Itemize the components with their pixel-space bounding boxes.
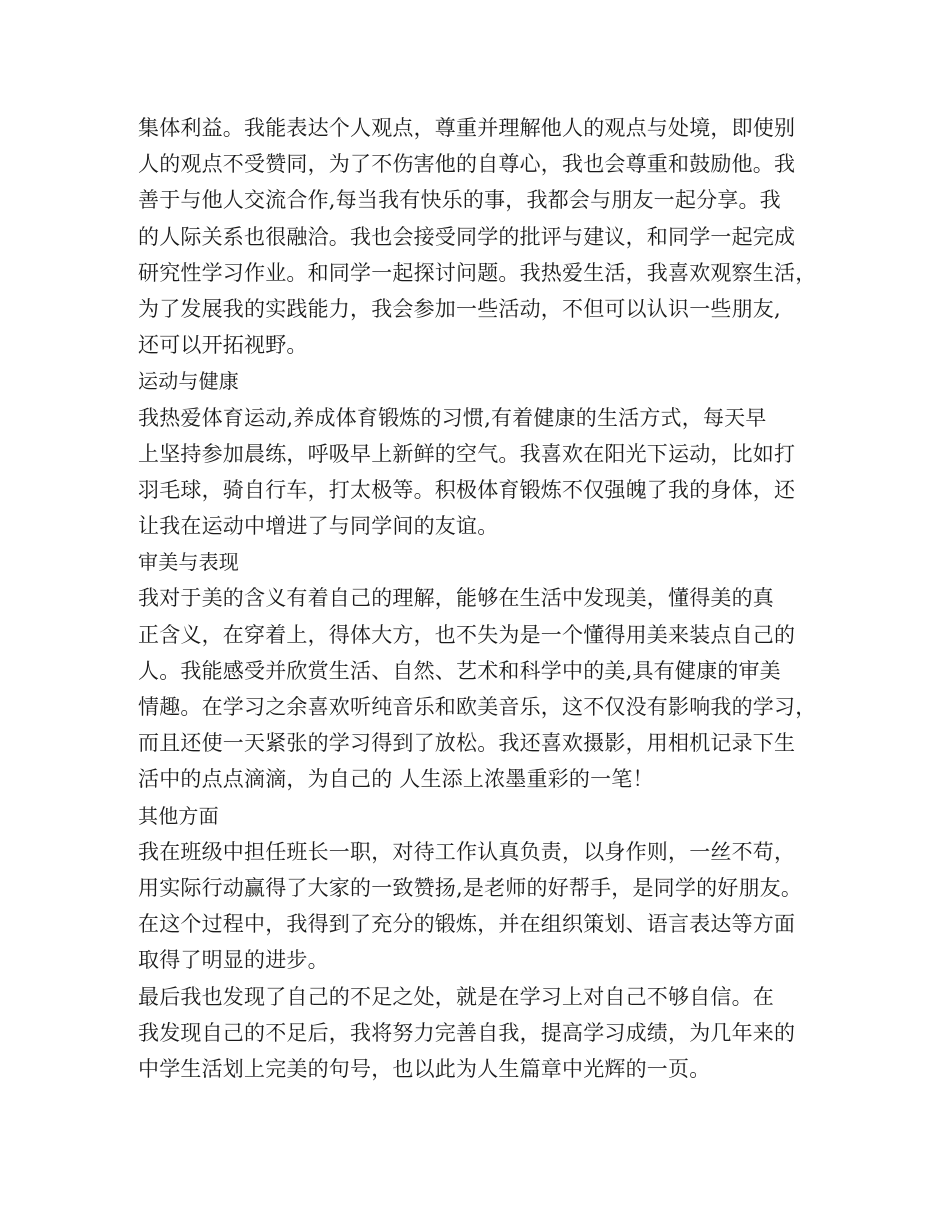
text-line: 情趣。在学习之余喜欢听纯音乐和欧美音乐，这不仅没有影响我的学习， <box>138 695 817 719</box>
text-line: 的人际关系也很融洽。我也会接受同学的批评与建议，和同学一起完成 <box>138 224 796 249</box>
section-heading: 其他方面 <box>138 803 219 828</box>
text-line: 中学生活划上完美的句号，也以此为人生篇章中光辉的一页。 <box>138 1056 711 1081</box>
text-line: 人。我能感受并欣赏生活、自然、艺术和科学中的美,具有健康的审美 <box>138 658 781 683</box>
text-line: 取得了明显的进步。 <box>138 948 329 973</box>
text-line: 最后我也发现了自己的不足之处，就是在学习上对自己不够自信。在 <box>138 984 774 1009</box>
text-line: 研究性学习作业。和同学一起探讨问题。我热爱生活，我喜欢观察生活， <box>138 260 817 285</box>
text-line: 人的观点不受赞同，为了不伤害他的自尊心，我也会尊重和鼓励他。我 <box>138 152 796 177</box>
text-line: 正含义，在穿着上，得体大方，也不失为是一个懂得用美来装点自己的 <box>138 622 796 647</box>
text-line: 还可以开拓视野。 <box>138 333 308 358</box>
text-line: 羽毛球，骑自行车，打太极等。积极体育锻炼不仅强魄了我的身体，还 <box>138 477 796 502</box>
text-line: 为了发展我的实践能力，我会参加一些活动，不但可以认识一些朋友, <box>138 296 781 321</box>
text-line: 而且还使一天紧张的学习得到了放松。我还喜欢摄影，用相机记录下生 <box>138 731 796 756</box>
text-line: 我热爱体育运动,养成体育锻炼的习惯,有着健康的生活方式，每天早 <box>138 405 767 430</box>
text-line: 善于与他人交流合作,每当我有快乐的事，我都会与朋友一起分享。我 <box>138 188 781 213</box>
text-line: 让我在运动中增进了与同学间的友谊。 <box>138 514 499 539</box>
text-line: 上坚持参加晨练，呼吸早上新鲜的空气。我喜欢在阳光下运动，比如打 <box>138 441 796 466</box>
text-line: 用实际行动赢得了大家的一致赞扬,是老师的好帮手，是同学的好朋友。 <box>138 875 803 900</box>
text-line: 集体利益。我能表达个人观点，尊重并理解他人的观点与处境，即使别 <box>138 116 796 140</box>
section-heading: 运动与健康 <box>138 369 239 394</box>
text-line: 活中的点点滴滴，为自己的 人生添上浓墨重彩的一笔！ <box>138 767 654 792</box>
text-line: 我对于美的含义有着自己的理解，能够在生活中发现美，懂得美的真 <box>138 586 774 611</box>
document-body <box>138 110 818 1087</box>
text-line: 我在班级中担任班长一职，对待工作认真负责，以身作则，一丝不苟， <box>138 839 796 864</box>
section-heading: 审美与表现 <box>138 550 239 575</box>
text-line: 我发现自己的不足后，我将努力完善自我，提高学习成绩，为几年来的 <box>138 1020 796 1045</box>
text-line: 在这个过程中，我得到了充分的锻炼，并在组织策划、语言表达等方面 <box>138 912 796 937</box>
